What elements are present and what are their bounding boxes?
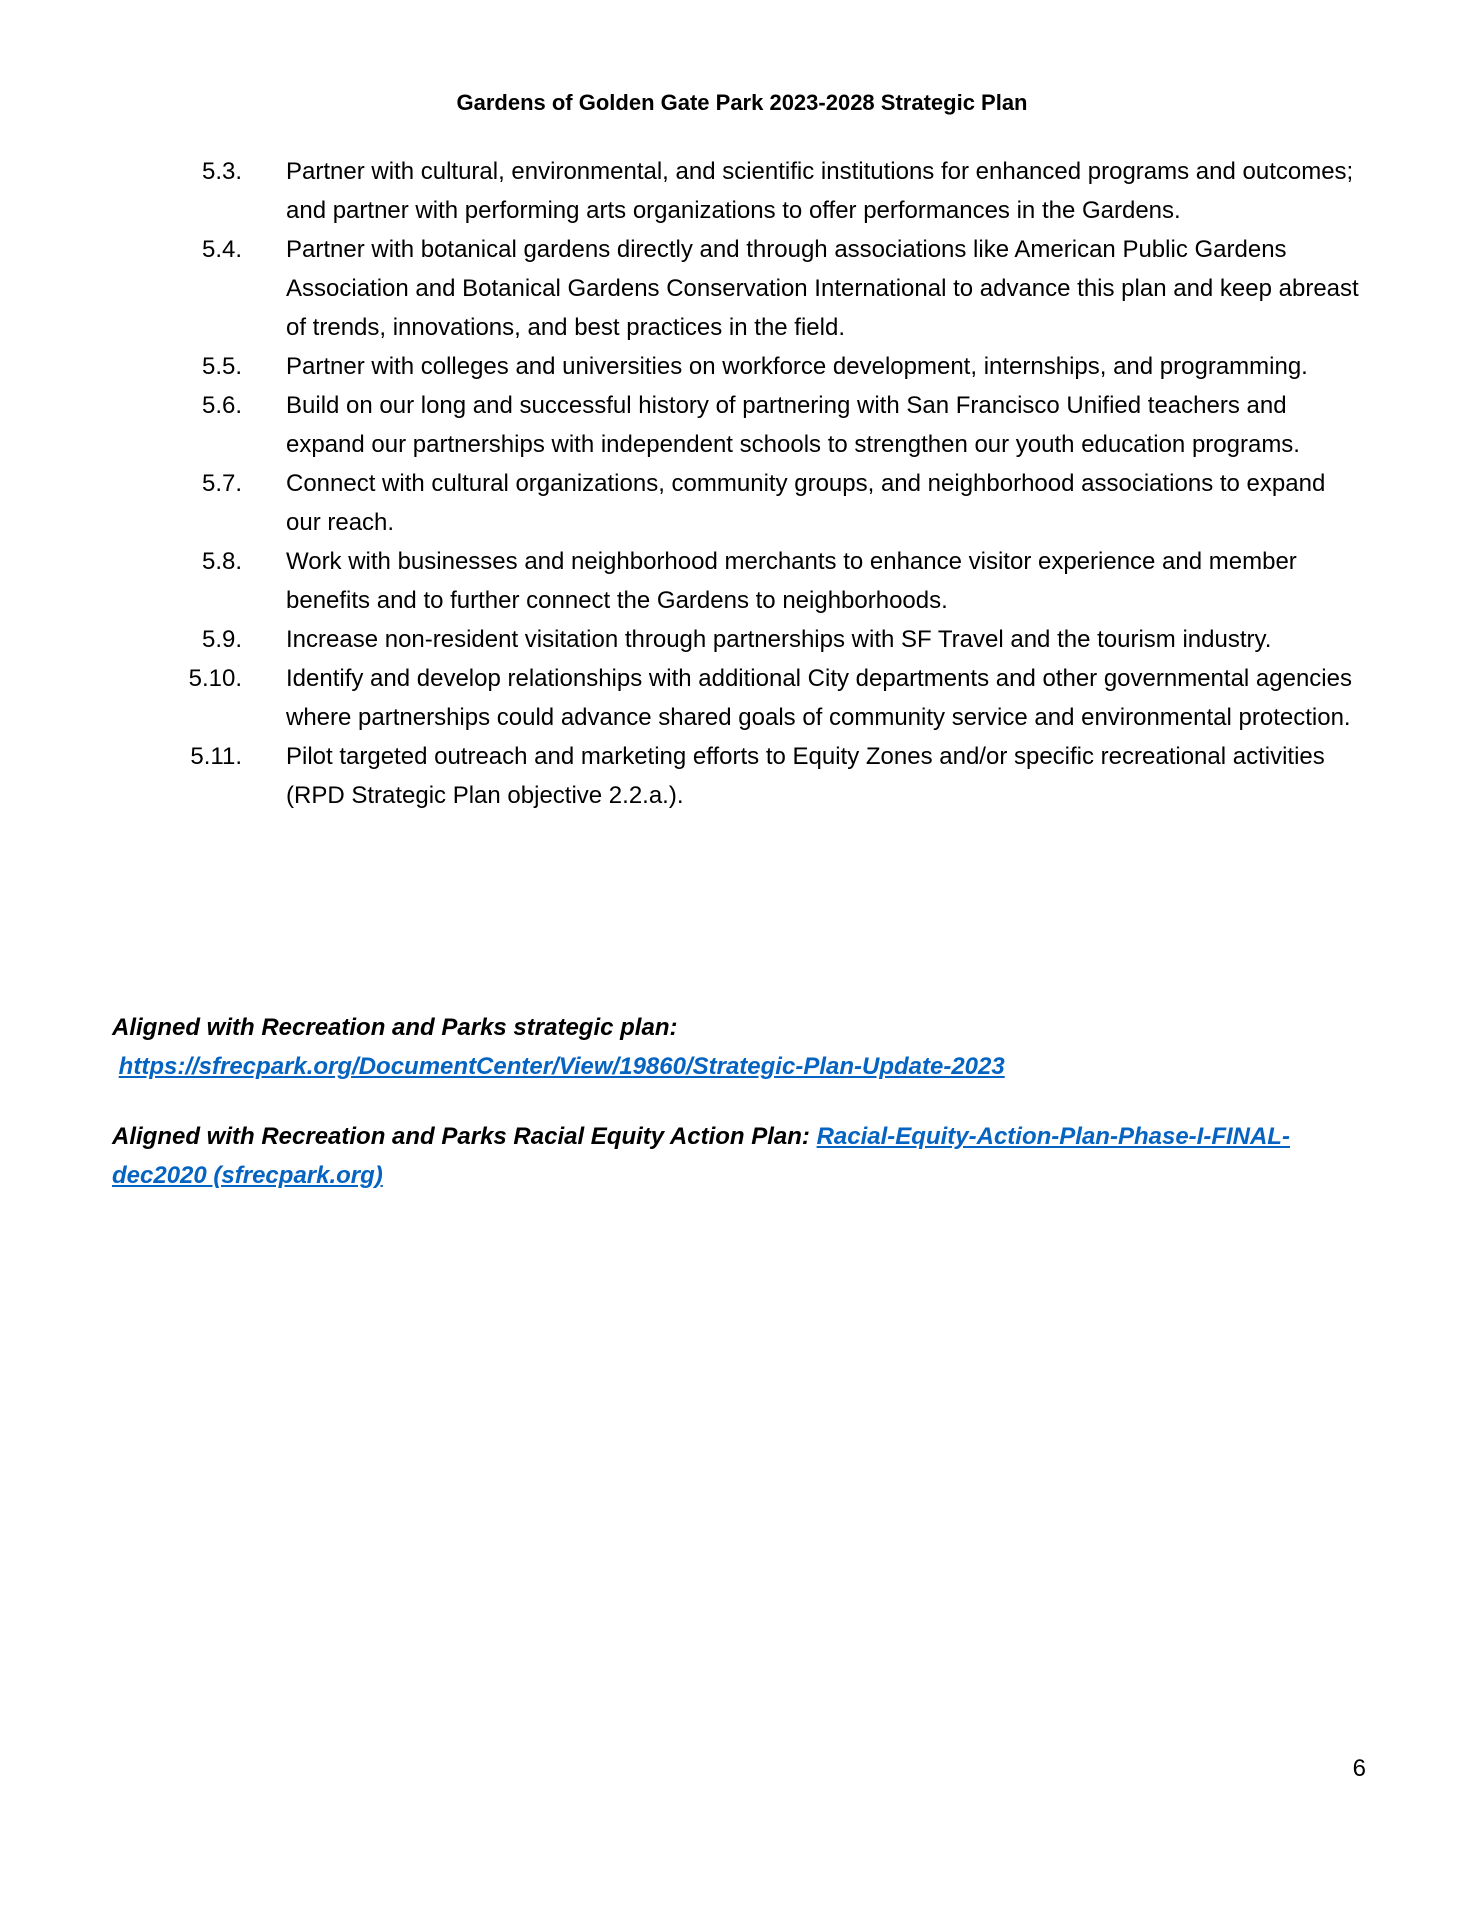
item-text: Pilot targeted outreach and marketing efforts to Equity Zones and/or specific recreational activities (RPD Strategic Plan objective 2.2.a.).: [286, 743, 1325, 809]
objectives-list: [150, 152, 1380, 815]
list-item: [150, 737, 1380, 815]
racial-equity-link[interactable]: Racial-Equity-Action-Plan-Phase-I-FINAL-dec2020 (sfrecpark.org): [112, 1123, 1290, 1189]
item-text: Work with businesses and neighborhood merchants to enhance visitor experience and member benefits and to further connect the Gardens to neighborhoods.: [286, 548, 1297, 614]
item-text: Build on our long and successful history of partnering with San Francisco Unified teachers and expand our partnerships with independent schools to strengthen our youth education programs.: [286, 392, 1300, 458]
item-number: 5.9.: [201, 626, 242, 653]
page-title: Gardens of Golden Gate Park 2023-2028 Strategic Plan: [456, 90, 1028, 115]
item-number: 5.3.: [201, 158, 242, 185]
item-number: 5.10.: [188, 665, 242, 692]
list-item: [150, 230, 1380, 347]
item-number: 5.11.: [190, 743, 242, 770]
item-number: 5.5.: [201, 353, 242, 380]
item-text: Increase non-resident visitation through partnerships with SF Travel and the tourism industry.: [286, 626, 1272, 653]
strategic-plan-label: Aligned with Recreation and Parks strategic plan:: [112, 1014, 678, 1041]
strategic-plan-link[interactable]: https://sfrecpark.org/DocumentCenter/View/19860/Strategic-Plan-Update-2023: [118, 1053, 1005, 1080]
item-text: Identify and develop relationships with additional City departments and other governmental agencies where partnerships could advance shared goals of community service and environmental protection.: [286, 665, 1352, 731]
racial-equity-label: Aligned with Recreation and Parks Racial Equity Action Plan:: [112, 1123, 810, 1150]
strategic-plan-alignment: [112, 1008, 1292, 1086]
list-item: [150, 386, 1380, 464]
list-item: [150, 152, 1380, 230]
item-text: Partner with botanical gardens directly and through associations like American Public Gardens Association and Botanical Gardens Conservation International to advance this plan and keep abreast of trends, innovations, and best practices in the field.: [286, 236, 1359, 341]
list-item: [150, 620, 1380, 659]
item-number: 5.4.: [201, 236, 242, 263]
list-item: [150, 542, 1380, 620]
item-number: 5.6.: [201, 392, 242, 419]
list-item: [150, 464, 1380, 542]
list-item: [150, 347, 1380, 386]
item-number: 5.8.: [201, 548, 242, 575]
page-number: 6: [1352, 1755, 1366, 1782]
item-text: Connect with cultural organizations, community groups, and neighborhood associations to expand our reach.: [286, 470, 1326, 536]
list-item: [150, 659, 1380, 737]
item-number: 5.7.: [201, 470, 242, 497]
item-text: Partner with colleges and universities on workforce development, internships, and programming.: [286, 353, 1308, 380]
racial-equity-alignment: [112, 1117, 1292, 1195]
item-text: Partner with cultural, environmental, and scientific institutions for enhanced programs and outcomes; and partner with performing arts organizations to offer performances in the Gardens.: [286, 158, 1354, 224]
